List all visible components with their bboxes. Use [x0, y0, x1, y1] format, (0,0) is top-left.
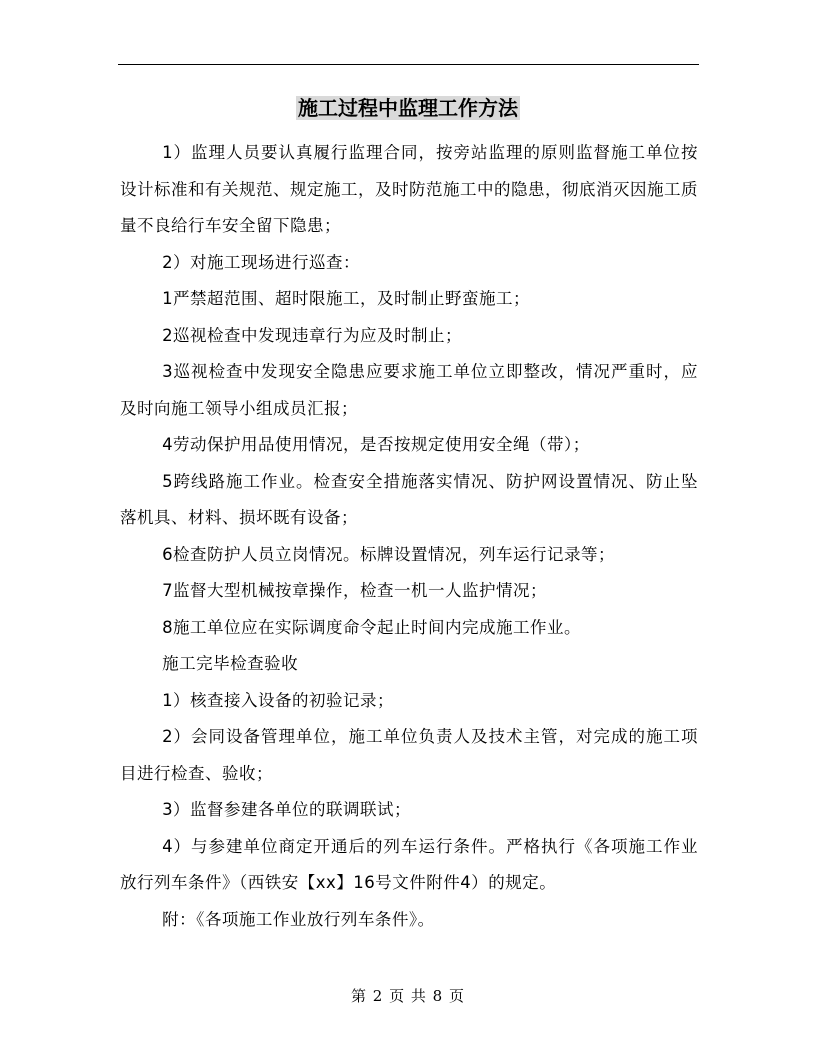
section-heading: 施工完毕检查验收	[162, 654, 299, 673]
page-footer	[0, 984, 816, 1008]
paragraph-8: 6检查防护人员立岗情况。标牌设置情况，列车运行记录等；	[162, 544, 616, 564]
paragraph-4: 2巡视检查中发现违章行为应及时制止；	[162, 325, 463, 345]
paragraph-5: 3巡视检查中发现安全隐患应要求施工单位立即整改，情况严重时，应及时向施工领导小组成员汇报；	[120, 362, 698, 418]
paragraph-2: 2）对施工现场进行巡查：	[162, 252, 361, 272]
paragraph-15: 4）与参建单位商定开通后的列车运行条件。严格执行《各项施工作业放行列车条件》（西铁安【xx】16号文件附件4）的规定。	[120, 836, 698, 892]
paragraph-9: 7监督大型机械按章操作，检查一机一人监护情况；	[162, 581, 548, 600]
paragraph-7: 5跨线路施工作业。检查安全措施落实情况、防护网设置情况、防止坠落机具、材料、损坏既有设备；	[120, 471, 698, 527]
page-number: 第 2 页 共 8 页	[351, 987, 465, 1005]
page-title-text: 施工过程中监理工作方法	[298, 96, 518, 120]
paragraph-16: 附：《各项施工作业放行列车条件》。	[162, 909, 435, 929]
paragraph-14: 3）监督参建各单位的联调联试；	[162, 800, 412, 819]
header-rule	[118, 64, 699, 65]
document-body	[120, 135, 698, 938]
paragraph-12: 1）核查接入设备的初验记录；	[162, 690, 395, 710]
page-title	[0, 92, 816, 124]
paragraph-10: 8施工单位应在实际调度命令起止时间内完成施工作业。	[162, 617, 582, 637]
paragraph-1: 1）监理人员要认真履行监理合同，按旁站监理的原则监督施工单位按设计标准和有关规范、规定施工，及时防范施工中的隐患，彻底消灭因施工质量不良给行车安全留下隐患；	[120, 143, 698, 235]
paragraph-3: 1严禁超范围、超时限施工，及时制止野蛮施工；	[162, 289, 531, 308]
paragraph-6: 4劳动保护用品使用情况，是否按规定使用安全绳（带）；	[162, 435, 590, 454]
paragraph-13: 2）会同设备管理单位，施工单位负责人及技术主管，对完成的施工项目进行检查、验收；	[120, 727, 698, 783]
